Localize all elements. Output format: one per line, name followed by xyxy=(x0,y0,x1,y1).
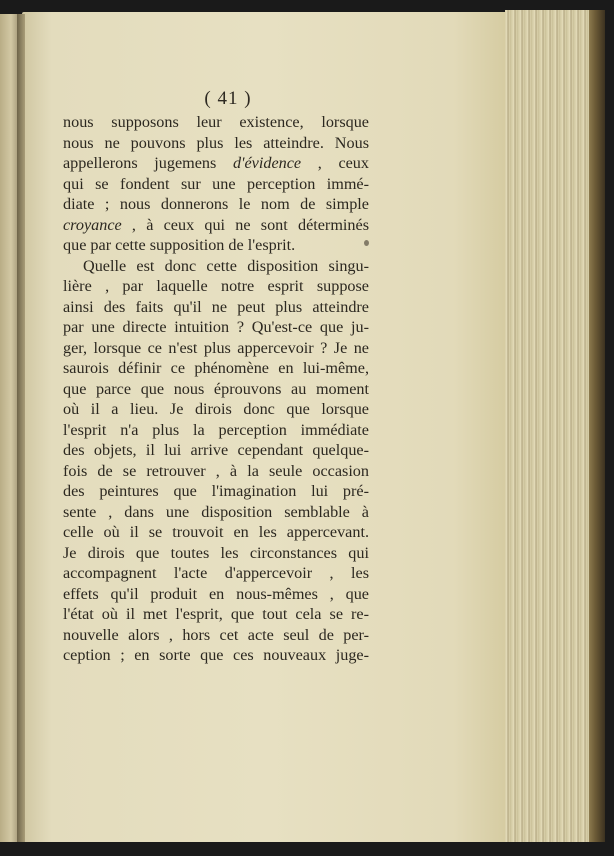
page-stack-edge xyxy=(505,10,605,842)
italic-term: d'évidence xyxy=(232,154,302,172)
text-line: diate ; nous donnerons le nom de simple xyxy=(63,195,369,213)
text-line: accompagnent l'acte d'appercevoir , les xyxy=(63,564,369,582)
text-line: par une directe intuition ? Qu'est-ce que ju- xyxy=(63,318,369,336)
text-line: des objets, il lui arrive cependant quelque- xyxy=(63,441,369,459)
text-line: l'état où il met l'esprit, que tout cela se re- xyxy=(63,605,369,623)
text-line: où il a lieu. Je dirois donc que lorsque xyxy=(63,400,369,418)
text-line: l'esprit n'a plus la perception immédiate xyxy=(63,420,369,439)
text-line: ception ; en sorte que ces nouveaux juge- xyxy=(63,646,369,664)
text-line: ger, lorsque ce n'est plus appercevoir ? Je ne xyxy=(63,338,369,357)
text-line: que parce que nous éprouvons au moment xyxy=(63,379,369,398)
text-line: croyance , à ceux qui ne sont déterminés xyxy=(63,215,369,234)
text-line: lière , par laquelle notre esprit suppose xyxy=(63,277,369,295)
gutter-shadow xyxy=(17,14,25,842)
italic-term: croyance xyxy=(63,215,122,234)
text-line: effets qu'il produit en nous-mêmes , que xyxy=(63,584,369,603)
text-line: fois de se retrouver , à la seule occasion xyxy=(63,461,369,480)
text-line: celle où il se trouvoit en les appercevant. xyxy=(63,523,369,541)
text-line: nous ne pouvons plus les atteindre. Nous xyxy=(63,133,369,152)
text-line: des peintures que l'imagination lui pré- xyxy=(63,482,369,500)
text-line: que par cette supposition de l'esprit. xyxy=(63,236,296,254)
text-line: appellerons jugemens d'évidence , ceux xyxy=(63,154,369,172)
text-line: nous supposons leur existence, lorsque xyxy=(63,113,369,131)
body-text xyxy=(63,112,369,666)
text-line: Quelle est donc cette disposition singu- xyxy=(83,256,369,275)
text-line: ainsi des faits qu'il ne peut plus atteindre xyxy=(63,297,369,316)
ink-speck xyxy=(364,240,369,246)
text-line: nouvelle alors , hors cet acte seul de per- xyxy=(63,625,369,644)
text-line: sente , dans une disposition semblable à xyxy=(63,502,369,521)
text-line: saurois définir ce phénomène en lui-même, xyxy=(63,359,369,377)
page-number: ( 41 ) xyxy=(204,88,252,109)
text-line: Je dirois que toutes les circonstances qui xyxy=(63,543,369,562)
text-line: qui se fondent sur une perception immé- xyxy=(63,174,369,193)
